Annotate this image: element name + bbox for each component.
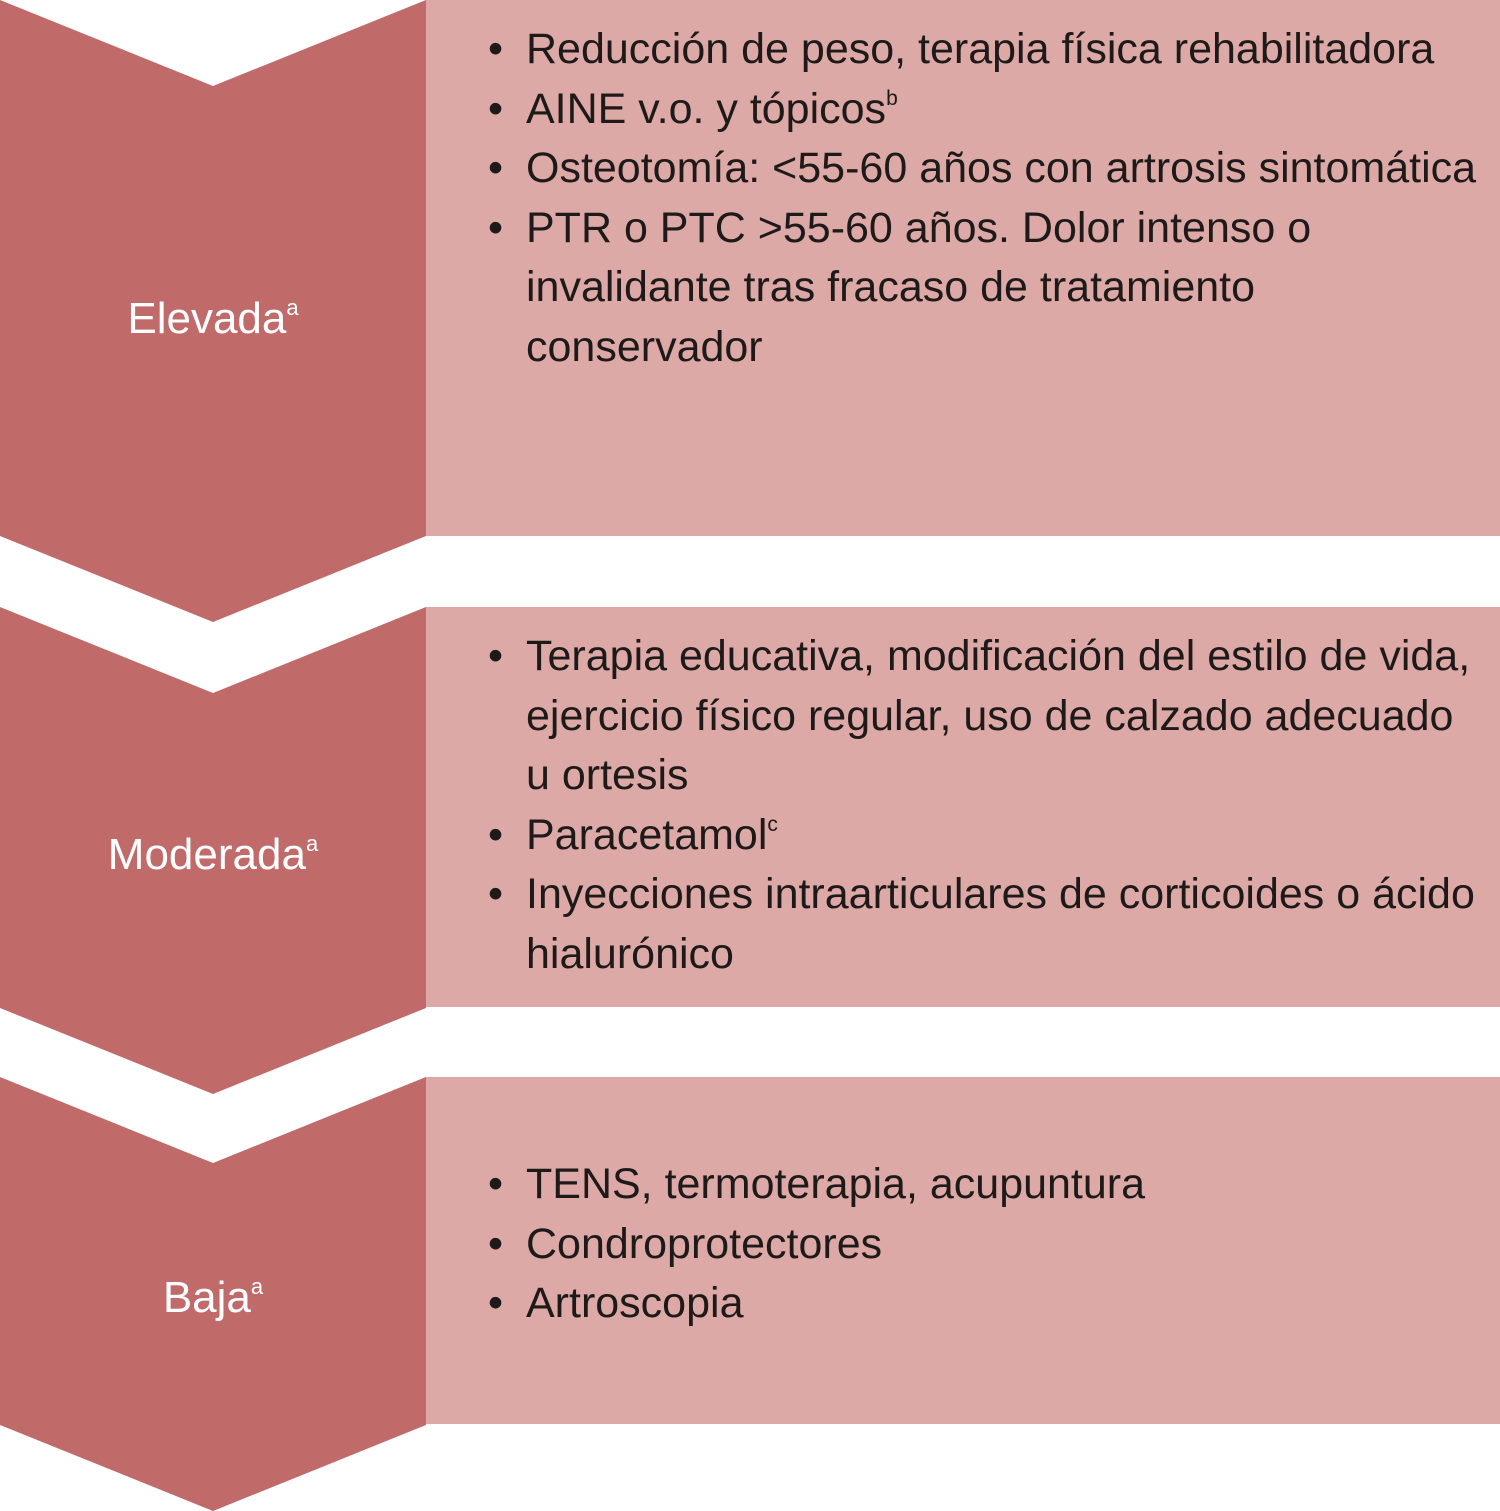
treatment-item <box>488 627 1480 806</box>
treatment-item <box>488 139 1480 199</box>
bullet-dot-icon: • <box>488 632 504 680</box>
bullet-dot-icon: • <box>488 810 504 859</box>
treatment-list <box>488 627 1480 984</box>
level-label-footnote: a <box>286 295 299 320</box>
treatment-item <box>488 1215 1480 1275</box>
treatment-item-footnote: c <box>767 812 778 836</box>
treatment-item-text: Artroscopia <box>526 1279 744 1327</box>
treatment-item <box>488 20 1480 80</box>
treatment-item <box>488 1274 1480 1334</box>
treatment-item-text: Condroprotectores <box>526 1219 883 1268</box>
treatment-item-text: AINE v.o. y tópicos <box>526 84 887 133</box>
treatment-box-elevada <box>426 0 1500 536</box>
bullet-dot-icon: • <box>488 84 504 133</box>
bullet-dot-icon: • <box>488 1279 504 1327</box>
treatment-item <box>488 806 1480 866</box>
level-label-moderada <box>0 830 426 880</box>
treatment-box-baja <box>426 1077 1500 1424</box>
bullet-dot-icon: • <box>488 1219 504 1268</box>
treatment-item-text: TENS, termoterapia, acupuntura <box>526 1160 1146 1208</box>
level-label-text: Moderada <box>107 830 306 879</box>
treatment-box-moderada <box>426 607 1500 1007</box>
level-label-baja <box>0 1273 426 1323</box>
bullet-dot-icon: • <box>488 203 504 252</box>
level-label-footnote: a <box>305 831 319 856</box>
treatment-item-footnote: b <box>886 86 898 110</box>
bullet-dot-icon: • <box>488 870 504 918</box>
bullet-dot-icon: • <box>488 1160 504 1208</box>
treatment-item-text: Reducción de peso, terapia física rehabilitadora <box>526 25 1435 73</box>
treatment-list <box>488 20 1480 377</box>
level-label-elevada <box>0 294 426 344</box>
treatment-item-text: Inyecciones intraarticulares de corticoides o ácido hialurónico <box>526 870 1475 978</box>
level-label-text: Baja <box>162 1273 251 1322</box>
bullet-dot-icon: • <box>488 25 504 73</box>
treatment-item <box>488 1155 1480 1215</box>
treatment-list <box>488 1155 1480 1334</box>
treatment-item <box>488 865 1480 984</box>
treatment-item-text: Osteotomía: <55-60 años con artrosis sintomática <box>526 144 1477 192</box>
treatment-item-text: Paracetamol <box>526 810 768 859</box>
treatment-item <box>488 199 1480 378</box>
treatment-item-text: PTR o PTC >55-60 años. Dolor intenso o invalidante tras fracaso de tratamiento conservador <box>526 203 1312 371</box>
treatment-item-text: Terapia educativa, modificación del estilo de vida, ejercicio físico regular, uso de calzado adecuado u ortesis <box>526 632 1471 799</box>
bullet-dot-icon: • <box>488 144 504 192</box>
level-label-footnote: a <box>250 1274 264 1299</box>
treatment-item <box>488 80 1480 140</box>
level-label-text: Elevada <box>127 294 287 343</box>
